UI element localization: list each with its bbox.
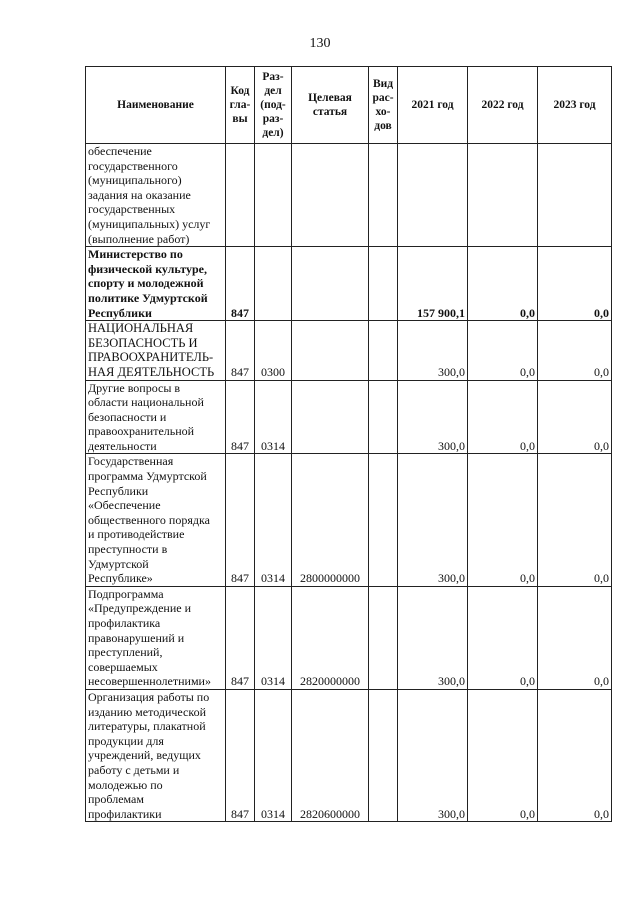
row-section-cell: 0314: [255, 689, 292, 821]
page-number: 130: [309, 36, 331, 51]
row-target-article-cell: [292, 321, 369, 380]
row-expense-type-cell: [369, 321, 398, 380]
row-2022-cell: 0,0: [468, 689, 538, 821]
row-expense-type-cell: [369, 586, 398, 689]
row-2021-cell: 157 900,1: [398, 247, 468, 321]
row-2022-cell: 0,0: [468, 321, 538, 380]
row-section-cell: 0314: [255, 454, 292, 586]
header-target-article: Целевая статья: [292, 67, 369, 144]
row-target-article-cell: [292, 380, 369, 454]
row-target-article-cell: 2820000000: [292, 586, 369, 689]
row-expense-type-cell: [369, 689, 398, 821]
row-chapter-code-cell: 847: [226, 321, 255, 380]
row-2023-cell: 0,0: [538, 689, 612, 821]
row-chapter-code-cell: 847: [226, 689, 255, 821]
row-2022-cell: 0,0: [468, 380, 538, 454]
header-name: Наименование: [86, 67, 226, 144]
row-2022-cell: [468, 144, 538, 247]
table-header-row: [86, 67, 612, 144]
row-section-cell: 0314: [255, 586, 292, 689]
header-expense-type: Вид рас- хо- дов: [369, 67, 398, 144]
table-row: [86, 247, 612, 321]
header-section: Раз- дел (под- раз- дел): [255, 67, 292, 144]
row-2021-cell: [398, 144, 468, 247]
row-chapter-code-cell: 847: [226, 586, 255, 689]
budget-table: [85, 66, 612, 822]
row-2023-cell: 0,0: [538, 321, 612, 380]
table-row: [86, 380, 612, 454]
row-target-article-cell: 2800000000: [292, 454, 369, 586]
row-chapter-code-cell: 847: [226, 380, 255, 454]
row-expense-type-cell: [369, 380, 398, 454]
table-row: [86, 321, 612, 380]
row-2023-cell: 0,0: [538, 586, 612, 689]
row-2023-cell: 0,0: [538, 380, 612, 454]
row-name-cell: Другие вопросы в области национальной безопасности и правоохранительной деятельности: [86, 380, 226, 454]
row-target-article-cell: [292, 247, 369, 321]
row-2023-cell: 0,0: [538, 454, 612, 586]
row-2021-cell: 300,0: [398, 454, 468, 586]
row-target-article-cell: [292, 144, 369, 247]
row-target-article-cell: 2820600000: [292, 689, 369, 821]
row-chapter-code-cell: [226, 144, 255, 247]
row-2021-cell: 300,0: [398, 380, 468, 454]
row-expense-type-cell: [369, 247, 398, 321]
row-section-cell: [255, 144, 292, 247]
row-name-cell: обеспечение государственного (муниципального) задания на оказание государственных (муниципальных) услуг (выполнение работ): [86, 144, 226, 247]
row-section-cell: 0314: [255, 380, 292, 454]
row-chapter-code-cell: 847: [226, 247, 255, 321]
header-year-2022: 2022 год: [468, 67, 538, 144]
row-expense-type-cell: [369, 144, 398, 247]
row-2021-cell: 300,0: [398, 586, 468, 689]
row-2021-cell: 300,0: [398, 321, 468, 380]
row-name-cell: Организация работы по изданию методической литературы, плакатной продукции для учреждений, ведущих работу с детьми и молодежью по проблемам профилактики: [86, 689, 226, 821]
row-2021-cell: 300,0: [398, 689, 468, 821]
row-expense-type-cell: [369, 454, 398, 586]
row-section-cell: 0300: [255, 321, 292, 380]
row-2022-cell: 0,0: [468, 454, 538, 586]
row-2023-cell: [538, 144, 612, 247]
row-name-cell: Подпрограмма «Предупреждение и профилактика правонарушений и преступлений, совершаемых несовершеннолетними»: [86, 586, 226, 689]
header-year-2021: 2021 год: [398, 67, 468, 144]
row-name-cell: Государственная программа Удмуртской Республики «Обеспечение общественного порядка и противодействие преступности в Удмуртской Республике»: [86, 454, 226, 586]
row-2022-cell: 0,0: [468, 247, 538, 321]
table-row: [86, 586, 612, 689]
header-chapter-code: Код гла- вы: [226, 67, 255, 144]
header-year-2023: 2023 год: [538, 67, 612, 144]
table-row: [86, 689, 612, 821]
row-chapter-code-cell: 847: [226, 454, 255, 586]
row-section-cell: [255, 247, 292, 321]
row-2022-cell: 0,0: [468, 586, 538, 689]
table-row: [86, 144, 612, 247]
row-name-cell: Министерство по физической культуре, спорту и молодежной политике Удмуртской Республики: [86, 247, 226, 321]
row-name-cell: НАЦИОНАЛЬНАЯ БЕЗОПАСНОСТЬ И ПРАВООХРАНИТЕЛЬ- НАЯ ДЕЯТЕЛЬНОСТЬ: [86, 321, 226, 380]
row-2023-cell: 0,0: [538, 247, 612, 321]
table-row: [86, 454, 612, 586]
